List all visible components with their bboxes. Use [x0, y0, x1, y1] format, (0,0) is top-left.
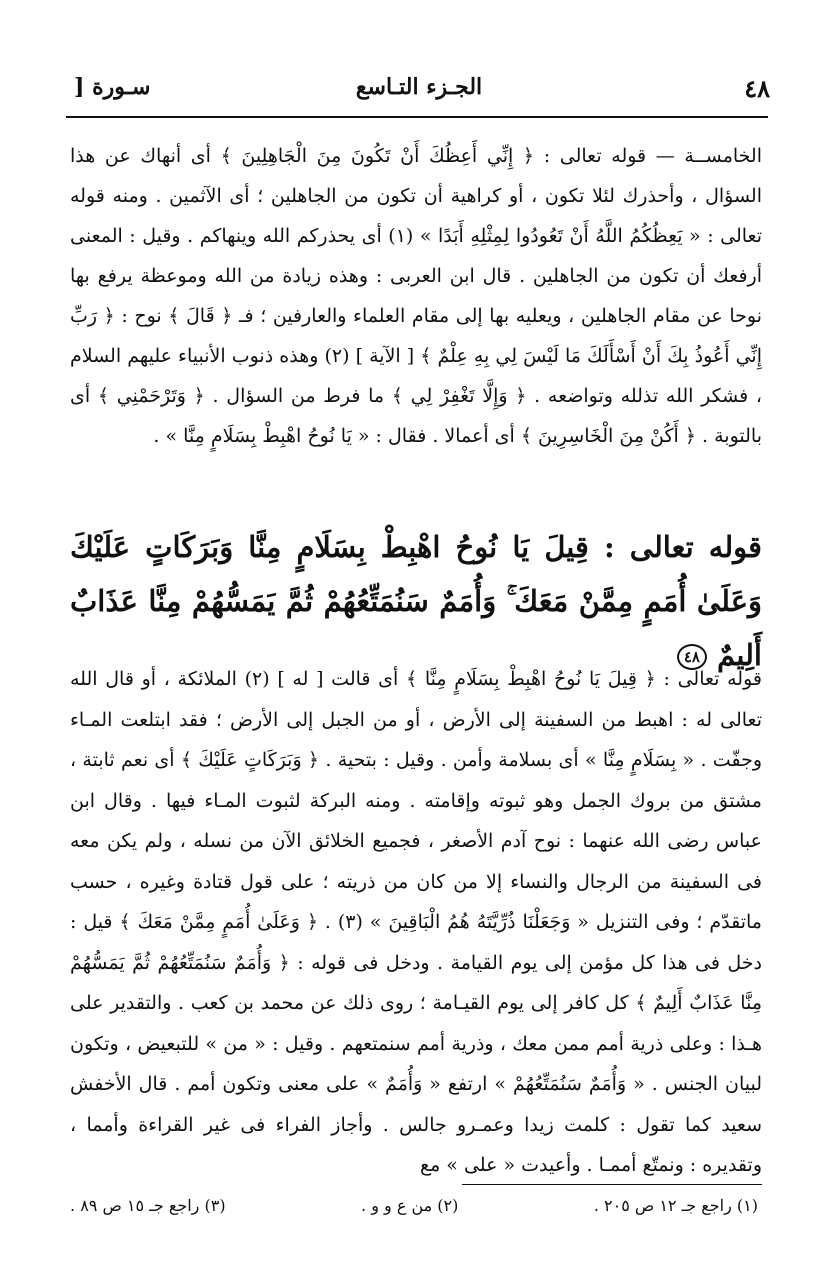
quran-verse: [70, 520, 763, 672]
paragraph: الخامســة — قوله تعالى : ﴿ إِنِّي أَعِظُكَ أَنْ تَكُونَ مِنَ الْجَاهِلِينَ ﴾ أى أنهاك عن هذا السؤال ، وأحذرك لئلا تكون ، أو كراهية أن تكون من الجاهلين ؛ أى الآثمين . ومنه قوله تعالى : « يَعِظُكُمُ اللَّهُ أَنْ تَعُودُوا لِمِثْلِهِ أَبَدًا » (١) أى يحذركم الله وينهاكم . وقيل : المعنى أرفعك أن تكون من الجاهلين . قال ابن العربى : وهذه زيادة من الله وموعظة يرفع بها نوحا عن مقام الجاهلين ، ويعليه بها إلى مقام العلماء والعارفين ؛ فـ ﴿ قَالَ ﴾ نوح : ﴿ رَبِّ إِنِّي أَعُوذُ بِكَ أَنْ أَسْأَلَكَ مَا لَيْسَ لِي بِهِ عِلْمٌ ﴾ [ الآية ] (٢) وهذه ذنوب الأنبياء عليهم السلام ، فشكر الله تذلله وتواضعه . ﴿ وَإِلَّا تَغْفِرْ لِي ﴾ ما فرط من السؤال . ﴿ وَتَرْحَمْنِي ﴾ أى بالتوبة . ﴿ أَكُنْ مِنَ الْخَاسِرِينَ ﴾ أى أعمالا . فقال : « يَا نُوحُ اهْبِطْ بِسَلَامٍ مِنَّا » .: [70, 145, 762, 447]
footnote-rule: [462, 1184, 762, 1185]
commentary-block-2: [70, 640, 762, 1180]
verse-number-badge: ٤٨: [677, 644, 707, 670]
header-rule: [66, 116, 768, 118]
page-header: [68, 70, 770, 110]
surah-label: سـورة [: [74, 74, 151, 100]
verse-text: قِيلَ يَا نُوحُ اهْبِطْ بِسَلَامٍ مِنَّا وَبَرَكَاتٍ عَلَيْكَ وَعَلَىٰ أُمَمٍ مِمَّنْ مَعَكَ ۚ وَأُمَمٌ سَنُمَتِّعُهُمْ ثُمَّ يَمَسُّهُمْ مِنَّا عَذَابٌ أَلِيمٌ: [70, 530, 762, 672]
footnote-1: (١) راجع جـ ١٢ ص ٢٠٥ .: [593, 1196, 758, 1215]
footnote-2: (٢) من ع و و .: [361, 1196, 459, 1215]
page-number: ٤٨: [744, 74, 770, 103]
footnote-3: (٣) راجع جـ ١٥ ص ٨٩ .: [70, 1196, 226, 1215]
verse-intro: قوله تعالى :: [604, 530, 763, 564]
footnotes: [70, 1196, 758, 1226]
running-title: الجـزء التـاسع: [355, 74, 483, 100]
paragraph: قوله تعالى : ﴿ قِيلَ يَا نُوحُ اهْبِطْ بِسَلَامٍ مِنَّا ﴾ أى قالت [ له ] (٢) الملائكة ، أو قال الله تعالى له : اهبط من السفينة إلى الأرض ، أو من الجبل إلى الأرض ؛ فقد ابتلعت المـاء وجفّت . « بِسَلَامٍ مِنَّا » أى بسلامة وأمن . وقيل : بتحية . ﴿ وَبَرَكَاتٍ عَلَيْكَ ﴾ أى نعم ثابتة ، مشتق من بروك الجمل وهو ثبوته وإقامته . ومنه البركة لثبوت المـاء فيها . وقال ابن عباس رضى الله عنهما : نوح آدم الأصغر ، فجميع الخلائق الآن من نسله ، ولم يكن معه فى السفينة من الرجال والنساء إلا من كان من ذريته ؛ على قول قتادة وغيره ، حسب ماتقدّم ؛ وفى التنزيل « وَجَعَلْنَا ذُرِّيَّتَهُ هُمُ الْبَاقِينَ » (٣) . ﴿ وَعَلَىٰ أُمَمٍ مِمَّنْ مَعَكَ ﴾ قيل : دخل فى هذا كل مؤمن إلى يوم القيامة . ودخل فى قوله : ﴿ وَأُمَمٌ سَنُمَتِّعُهُمْ ثُمَّ يَمَسُّهُمْ مِنَّا عَذَابٌ أَلِيمٌ ﴾ كل كافر إلى يوم القيـامة ؛ روى ذلك عن محمد بن كعب . والتقدير على هـذا : وعلى ذرية أمم ممن معك ، وذرية أمم سنمتعهم . وقيل : « من » للتبعيض ، وتكون لبيان الجنس . « وَأُمَمٌ سَنُمَتِّعُهُمْ » ارتفع « وَأُمَمٌ » على معنى وتكون أمم . قال الأخفش سعيد كما تقول : كلمت زيدا وعمـرو جالس . وأجاز الفراء فى غير القراءة وأمما ، وتقديره : ونمتّع أممـا . وأعيدت « على » مع: [70, 668, 762, 1176]
